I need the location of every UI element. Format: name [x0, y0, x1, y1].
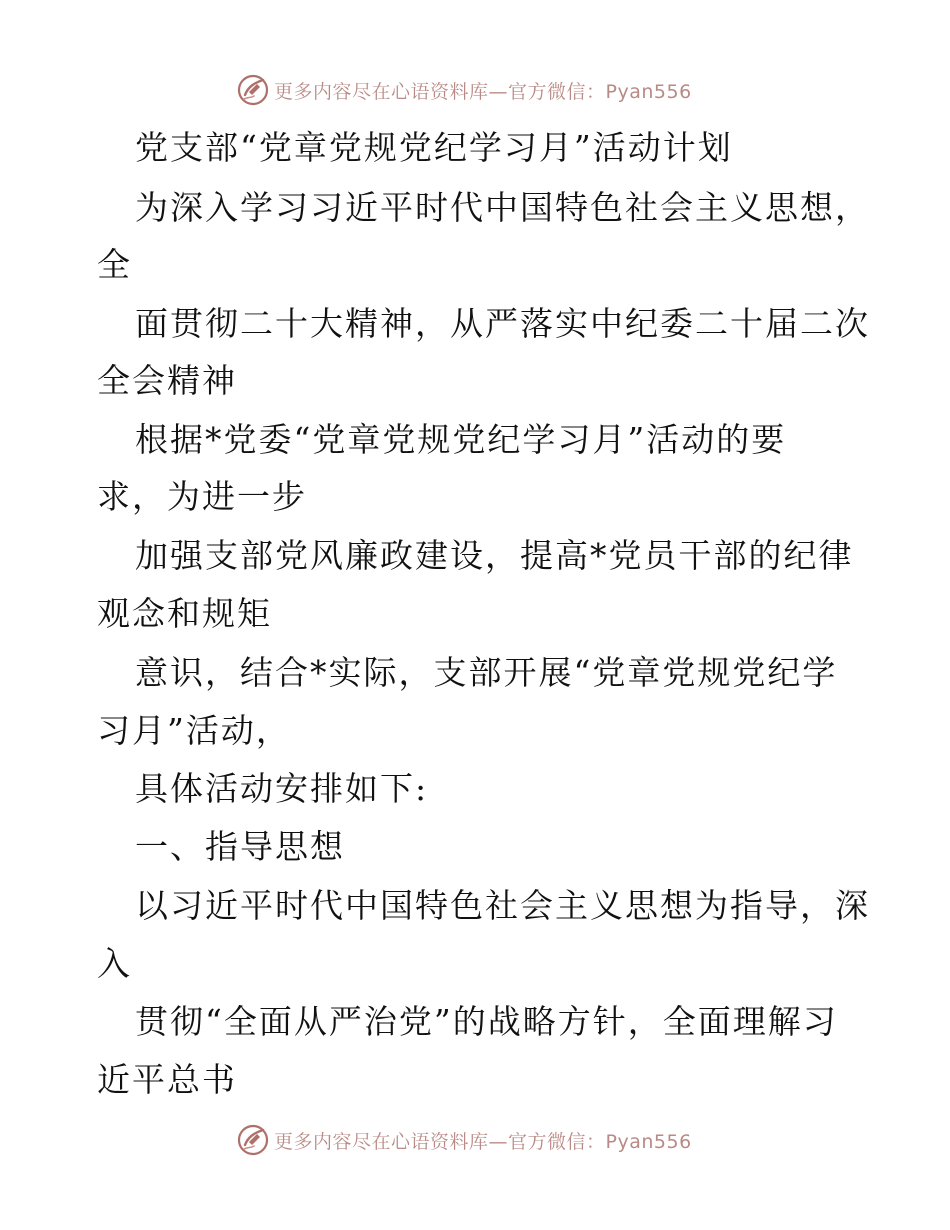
section-heading: 一、指导思想 [135, 827, 345, 866]
watermark-footer [236, 1122, 692, 1158]
paragraph-line: 贯彻“全面从严治党”的战略方针，全面理解习 [135, 1002, 838, 1041]
watermark-text: 更多内容尽在心语资料库—官方微信：Pyan556 [274, 1130, 692, 1153]
paragraph-line: 以习近平时代中国特色社会主义思想为指导，深 [135, 886, 870, 925]
paragraph-line: 全 [97, 245, 132, 284]
paragraph-line: 加强支部党风廉政建设，提高*党员干部的纪律 [135, 536, 854, 575]
pen-logo-icon [236, 73, 270, 107]
paragraph-line: 意识，结合*实际，支部开展“党章党规党纪学 [135, 653, 838, 692]
paragraph-line: 面贯彻二十大精神，从严落实中纪委二十届二次 [135, 304, 870, 343]
paragraph-line: 全会精神 [97, 361, 237, 400]
watermark-text: 更多内容尽在心语资料库—官方微信：Pyan556 [274, 80, 692, 103]
paragraph-line: 求，为进一步 [97, 477, 307, 516]
paragraph-line: 观念和规矩 [97, 594, 272, 633]
paragraph-line: 习月”活动， [97, 711, 291, 750]
paragraph-line: 近平总书 [97, 1060, 237, 1099]
pen-logo-icon [236, 1123, 270, 1157]
document-title: 党支部“党章党规党纪学习月”活动计划 [135, 128, 733, 167]
paragraph-line: 为深入学习习近平时代中国特色社会主义思想， [135, 188, 870, 227]
paragraph-line: 根据*党委“党章党规党纪学习月”活动的要 [135, 420, 787, 459]
paragraph-line: 入 [97, 944, 132, 983]
paragraph-line: 具体活动安排如下: [135, 769, 429, 808]
watermark-header [236, 72, 692, 108]
